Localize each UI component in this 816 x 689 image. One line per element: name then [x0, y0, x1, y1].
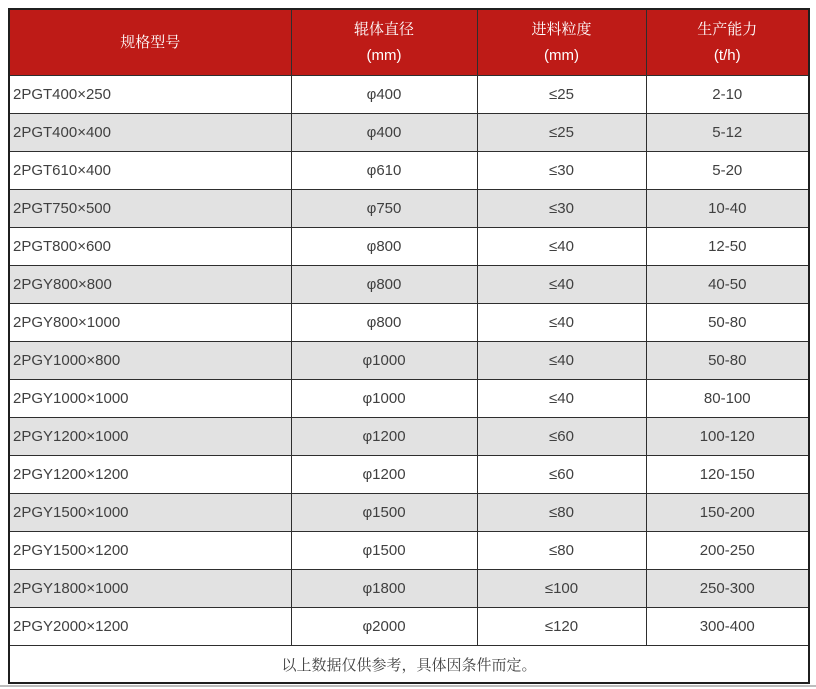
table-row — [9, 266, 809, 304]
cell-capacity: 150-200 — [646, 494, 809, 532]
cell-capacity: 80-100 — [646, 380, 809, 418]
cell-model: 2PGY2000×1200 — [9, 608, 291, 646]
table-row — [9, 342, 809, 380]
cell-model: 2PGY800×1000 — [9, 304, 291, 342]
cell-capacity: 50-80 — [646, 304, 809, 342]
cell-roller-diameter: φ2000 — [291, 608, 477, 646]
cell-feed-size: ≤30 — [477, 152, 646, 190]
cell-capacity: 2-10 — [646, 76, 809, 114]
cell-capacity: 5-12 — [646, 114, 809, 152]
cell-feed-size: ≤40 — [477, 228, 646, 266]
cell-feed-size: ≤25 — [477, 76, 646, 114]
cell-feed-size: ≤40 — [477, 304, 646, 342]
col-header-feed-size-unit: (mm) — [544, 46, 579, 64]
cell-roller-diameter: φ1200 — [291, 456, 477, 494]
cell-roller-diameter: φ800 — [291, 266, 477, 304]
cell-roller-diameter: φ800 — [291, 304, 477, 342]
table-row — [9, 456, 809, 494]
table-row — [9, 304, 809, 342]
table-footer-row — [9, 646, 809, 684]
cell-feed-size: ≤30 — [477, 190, 646, 228]
cell-model: 2PGY1800×1000 — [9, 570, 291, 608]
table-row — [9, 190, 809, 228]
cell-capacity: 300-400 — [646, 608, 809, 646]
cell-roller-diameter: φ800 — [291, 228, 477, 266]
cell-roller-diameter: φ750 — [291, 190, 477, 228]
cell-capacity: 10-40 — [646, 190, 809, 228]
cell-feed-size: ≤80 — [477, 494, 646, 532]
table-header-row — [9, 9, 809, 76]
col-header-capacity-unit: (t/h) — [713, 46, 741, 64]
cell-model: 2PGY1200×1000 — [9, 418, 291, 456]
col-header-feed-size — [477, 9, 646, 76]
cell-model: 2PGY1500×1000 — [9, 494, 291, 532]
cell-feed-size: ≤40 — [477, 342, 646, 380]
table-row — [9, 608, 809, 646]
cell-model: 2PGY1000×1000 — [9, 380, 291, 418]
cell-model: 2PGY1200×1200 — [9, 456, 291, 494]
cell-capacity: 50-80 — [646, 342, 809, 380]
cell-feed-size: ≤40 — [477, 266, 646, 304]
cell-roller-diameter: φ1200 — [291, 418, 477, 456]
cell-model: 2PGT610×400 — [9, 152, 291, 190]
cell-feed-size: ≤60 — [477, 418, 646, 456]
col-header-model-label: 规格型号 — [120, 33, 181, 51]
cell-capacity: 100-120 — [646, 418, 809, 456]
col-header-capacity — [646, 9, 809, 76]
cell-feed-size: ≤40 — [477, 380, 646, 418]
table-row — [9, 494, 809, 532]
table-row — [9, 76, 809, 114]
cell-model: 2PGT750×500 — [9, 190, 291, 228]
cell-model: 2PGY800×800 — [9, 266, 291, 304]
roller-crusher-spec-table — [8, 8, 810, 684]
cell-roller-diameter: φ610 — [291, 152, 477, 190]
table-row — [9, 532, 809, 570]
cell-feed-size: ≤25 — [477, 114, 646, 152]
col-header-roller-diameter — [291, 9, 477, 76]
cell-feed-size: ≤120 — [477, 608, 646, 646]
col-header-roller-diameter-unit: (mm) — [366, 46, 402, 64]
table-row — [9, 114, 809, 152]
cell-roller-diameter: φ1000 — [291, 342, 477, 380]
cell-roller-diameter: φ400 — [291, 114, 477, 152]
col-header-feed-size-label: 进料粒度 — [531, 20, 592, 38]
table-row — [9, 228, 809, 266]
cell-roller-diameter: φ1800 — [291, 570, 477, 608]
cell-roller-diameter: φ1500 — [291, 532, 477, 570]
col-header-roller-diameter-label: 辊体直径 — [353, 20, 414, 38]
cell-model: 2PGY1000×800 — [9, 342, 291, 380]
page-bottom-divider — [0, 685, 816, 687]
table-row — [9, 570, 809, 608]
cell-roller-diameter: φ400 — [291, 76, 477, 114]
cell-capacity: 12-50 — [646, 228, 809, 266]
cell-feed-size: ≤100 — [477, 570, 646, 608]
table-row — [9, 418, 809, 456]
cell-capacity: 40-50 — [646, 266, 809, 304]
cell-feed-size: ≤60 — [477, 456, 646, 494]
cell-model: 2PGT800×600 — [9, 228, 291, 266]
table-body — [9, 76, 809, 646]
cell-capacity: 200-250 — [646, 532, 809, 570]
table-row — [9, 152, 809, 190]
cell-capacity: 5-20 — [646, 152, 809, 190]
cell-model: 2PGT400×250 — [9, 76, 291, 114]
col-header-capacity-label: 生产能力 — [697, 20, 758, 38]
cell-model: 2PGT400×400 — [9, 114, 291, 152]
cell-roller-diameter: φ1500 — [291, 494, 477, 532]
col-header-model — [9, 9, 291, 76]
cell-capacity: 250-300 — [646, 570, 809, 608]
footer-note: 以上数据仅供参考，具体因条件而定。 — [9, 646, 809, 684]
spec-table-container — [8, 8, 808, 684]
cell-capacity: 120-150 — [646, 456, 809, 494]
cell-roller-diameter: φ1000 — [291, 380, 477, 418]
table-row — [9, 380, 809, 418]
cell-feed-size: ≤80 — [477, 532, 646, 570]
cell-model: 2PGY1500×1200 — [9, 532, 291, 570]
